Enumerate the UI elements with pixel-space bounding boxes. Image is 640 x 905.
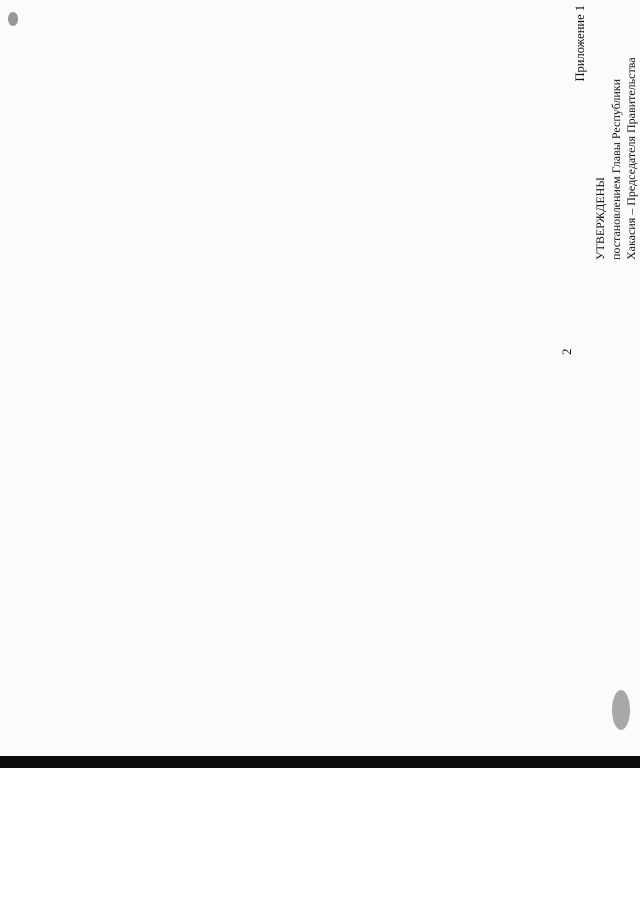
appendix-label: Приложение 1 xyxy=(573,5,587,82)
approval-line: постановлением Главы Республики xyxy=(608,78,623,260)
scan-speck xyxy=(8,12,18,26)
approval-block xyxy=(593,0,640,260)
blank-area xyxy=(0,768,640,905)
scan-bottom-edge xyxy=(0,756,640,768)
approval-line: Хакасия – Председателя Правительства xyxy=(624,57,639,260)
page-number: 2 xyxy=(559,348,574,355)
approval-head: УТВЕРЖДЕНЫ xyxy=(593,177,607,260)
rotated-document xyxy=(535,0,640,740)
